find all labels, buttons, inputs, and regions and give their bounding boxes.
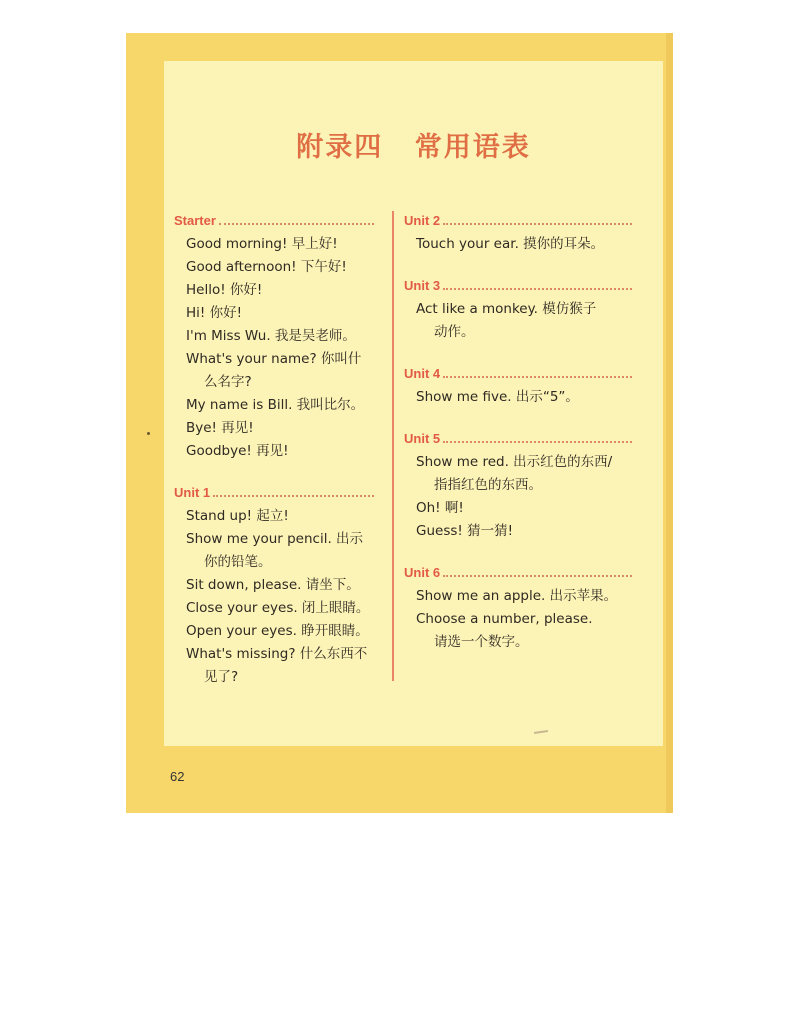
phrase-line: Show me red. 出示红色的东西/ <box>416 454 613 470</box>
section-heading <box>174 483 374 501</box>
section-label: Unit 5 <box>404 430 441 446</box>
page-title <box>164 125 663 164</box>
section-label: Starter <box>174 212 216 228</box>
phrase-section <box>404 211 632 256</box>
dotted-leader <box>443 368 632 378</box>
page-number: 62 <box>170 769 185 784</box>
phrase-line: Close your eyes. 闭上眼睛。 <box>186 600 370 616</box>
book-page <box>126 33 673 813</box>
phrase-line: Bye! 再见! <box>186 420 254 436</box>
content-panel <box>164 61 663 746</box>
phrase-line: Choose a number, please. <box>416 611 593 627</box>
phrase-line: Guess! 猜一猜! <box>416 523 514 539</box>
phrase-line: Open your eyes. 睁开眼睛。 <box>186 623 369 639</box>
section-label: Unit 3 <box>404 277 441 293</box>
title-part-2: 常用语表 <box>414 132 531 163</box>
section-gap <box>404 344 632 364</box>
page-edge <box>666 33 673 813</box>
section-heading <box>404 211 632 229</box>
phrase-line: Touch your ear. 摸你的耳朵。 <box>416 236 605 252</box>
phrase-line: Show me your pencil. 出示 <box>186 531 364 547</box>
dotted-leader <box>213 487 374 497</box>
dot-mark <box>147 432 150 435</box>
phrase-line: I'm Miss Wu. 我是吴老师。 <box>186 328 356 344</box>
phrase-line: Good morning! 早上好! <box>186 236 338 252</box>
section-heading <box>404 563 632 581</box>
phrase-line: Good afternoon! 下午好! <box>186 259 347 275</box>
phrase-section <box>174 483 374 689</box>
phrase-line: Stand up! 起立! <box>186 508 289 524</box>
section-heading <box>174 211 374 229</box>
phrase-section <box>404 276 632 344</box>
phrase-line: Show me five. 出示“5”。 <box>416 389 579 405</box>
phrase-line: 指指红色的东西。 <box>434 477 542 493</box>
section-label: Unit 4 <box>404 365 441 381</box>
phrase-line: My name is Bill. 我叫比尔。 <box>186 397 365 413</box>
phrase-section <box>404 429 632 543</box>
phrase-line: What's your name? 你叫什 <box>186 351 362 367</box>
phrase-line: Oh! 啊! <box>416 500 464 516</box>
phrase-line: Show me an apple. 出示苹果。 <box>416 588 618 604</box>
phrase-line: 见了? <box>204 669 239 685</box>
phrase-section <box>174 211 374 463</box>
dotted-leader <box>443 280 632 290</box>
section-gap <box>404 543 632 563</box>
phrase-section <box>404 563 632 654</box>
phrase-line: Hi! 你好! <box>186 305 243 321</box>
phrase-line: Hello! 你好! <box>186 282 263 298</box>
section-gap <box>404 409 632 429</box>
dotted-leader <box>443 433 632 443</box>
phrase-line: 么名字? <box>204 374 252 390</box>
section-label: Unit 1 <box>174 484 211 500</box>
smudge-mark <box>534 730 548 734</box>
phrase-line: 请选一个数字。 <box>434 634 529 650</box>
section-label: Unit 6 <box>404 564 441 580</box>
left-column <box>174 211 374 689</box>
title-part-1: 附录四 <box>296 132 384 163</box>
dotted-leader <box>219 215 374 225</box>
phrase-line: 动作。 <box>434 324 475 340</box>
right-column <box>404 211 632 654</box>
phrase-line: Act like a monkey. 模仿猴子 <box>416 301 597 317</box>
phrase-line: What's missing? 什么东西不 <box>186 646 368 662</box>
phrase-line: Goodbye! 再见! <box>186 443 289 459</box>
section-gap <box>404 256 632 276</box>
section-heading <box>404 429 632 447</box>
section-label: Unit 2 <box>404 212 441 228</box>
section-heading <box>404 276 632 294</box>
section-heading <box>404 364 632 382</box>
phrase-line: 你的铅笔。 <box>204 554 272 570</box>
column-divider <box>392 211 394 681</box>
phrase-section <box>404 364 632 409</box>
dotted-leader <box>443 215 632 225</box>
section-gap <box>174 463 374 483</box>
dotted-leader <box>443 567 632 577</box>
phrase-line: Sit down, please. 请坐下。 <box>186 577 360 593</box>
